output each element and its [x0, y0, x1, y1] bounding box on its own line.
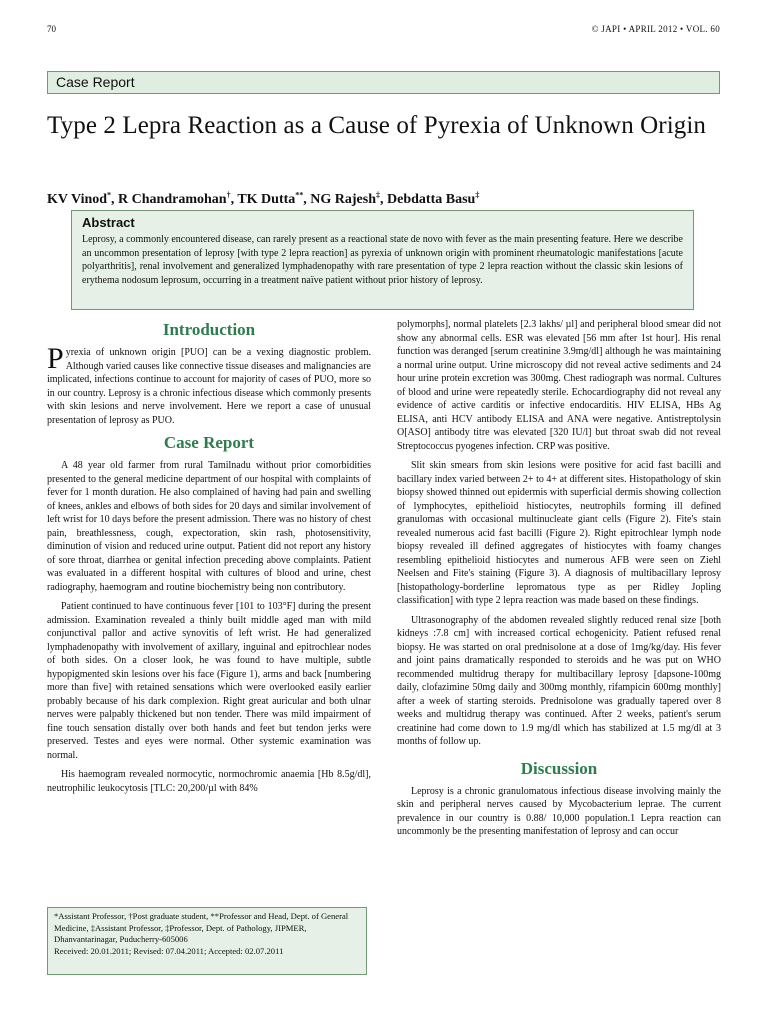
affiliations-text: *Assistant Professor, †Post graduate student, **Professor and Head, Dept. of General Medicine, ‡Assistant Professor, ‡Professor, Dept. of Pathology, JIPMER, Dhanvantarinagar, Puducherry-605006	[54, 911, 349, 945]
abstract-text: Leprosy, a commonly encountered disease, can rarely present as a reactional state de novo with fever as the main presenting feature. Here we describe an uncommon presentation of leprosy [with type 2 lepra reaction] as pyrexia of unknown origin with prominent rheumatologic manifestations [acute polyarthritis], renal involvement and generalized lymphadenopathy with rare presentation of type 2 lepra reaction without the classic skin lesions of erythema nodosum leprosum, occurring in a treatment naïve patient without prior history of leprosy.	[82, 234, 683, 286]
author: R Chandramohan†,	[118, 190, 238, 207]
article-title: Type 2 Lepra Reaction as a Cause of Pyrexia of Unknown Origin	[47, 112, 707, 139]
discussion-heading: Discussion	[520, 758, 598, 778]
case-paragraph: Slit skin smears from skin lesions were positive for acid fast bacilli and bacillary index varied between 2+ to 4+ at different sites. Histopathology of skin biopsy showed thinned out epidermis with superficial dermis showing collection of lymphocytes, epithelioid histiocytes, neutrophils forming ill defined granulomas with occasional multinucleate giant cells (Figure 2). Fite's stain revealed numerous acid fast bacilli (Figure 2). Right epitrochlear lymph node biopsy revealed ill defined aggregates of histiocytes with foamy changes resembling epithelioid histiocytes and numerous AFB were seen on Ziehl Neelsen and Fite's staining (Figure 3). A diagnosis of multibacillary leprosy [histopathology-borderline lepromatous type as per Ridley Jopling classification] with type 2 lepra reaction was made based on these findings.	[397, 460, 721, 606]
left-column	[47, 318, 371, 801]
case-paragraph: polymorphs], normal platelets [2.3 lakhs/ µl] and peripheral blood smear did not show any abnormal cells. ESR was elevated [56 mm after 1st hour]. His renal function was deranged [serum creatinine 3.9mg/dl] although he was maintaining a normal urine output. Urine microscopy did not reveal active sediments and 24 hour urine protein excretion was 300mg. Chest radiograph was normal. Cultures of blood and urine were repeatedly sterile. Echocardiography did not reveal any evidence of active carditis or infective endocarditis. HIV ELISA, HBs Ag ELISA, anti HCV antibody ELISA and ANA were negative. Antistreptolysin O[ASO] antibody titre was elevated [320 IU/l] but throat swab did not reveal Streptococcus pyogenes infection. CRP was positive.	[397, 319, 721, 452]
introduction-heading: Introduction	[162, 320, 256, 339]
case-paragraph: Ultrasonography of the abdomen revealed slightly reduced renal size [both kidneys :7.8 cm] with increased cortical echogenicity. Patient refused renal biopsy. He was started on oral prednisolone at a dose of 1mg/kg/day. His fever and joint pains dramatically responded to steroids and he was put on WHO recommended multidrug therapy for multibacillary leprosy [dapsone-100mg daily, clofazimine 50mg daily and 300mg monthly, rifampicin 600mg monthly] after a week of starting steroids. Prednisolone was gradually tapered over 8 weeks and multidrug therapy was continued. After 2 weeks, patient's serum creatinine had come down to 1.9 mg/dl which has stabilized at 1.5 mg/dl at 3 months of follow up.	[397, 614, 721, 747]
introduction-paragraph: Pyrexia of unknown origin [PUO] can be a vexing diagnostic problem. Although varied causes like connective tissue diseases and malignancies are implicated, infections continue to account for majority of cases of PUO, more so in our country. Leprosy is a chronic infectious disease which commonly presents with skin lesions and nerve involvement. Here we report a case of unusual presentation of leprosy as PUO.	[47, 342, 371, 426]
received-dates: Received: 20.01.2011; Revised: 07.04.2011; Accepted: 02.07.2011	[54, 945, 284, 956]
case-paragraph: Patient continued to have continuous fever [101 to 103°F] during the present admission. Examination revealed a thinly built middle aged man with mild conjunctival pallor and active synovitis of left wrist. He had generalized lymphadenopathy with involvement of axillary, inguinal and epitrochlear nodes of both sides. On a closer look, he was found to have multiple, subtle hypopigmented skin lesions over his face (Figure 1), arms and back [numbering more than five] with retained sensations which were overlooked easily earlier probably because of his dark complexion. Right great auricular and both ulnar nerves were palpably thickened but non tender. There was mild impairment of fine touch sensation distally over both hands and feet but tendon jerks were preserved. Testes and eyes were normal. Other systemic examination was normal.	[47, 601, 371, 761]
author-list	[47, 186, 737, 209]
case-paragraph: His haemogram revealed normocytic, normochromic anaemia [Hb 8.5g/dl], neutrophilic leukocytosis [TLC: 20,200/µl with 84%	[47, 769, 371, 794]
article-type-banner: Case Report	[47, 71, 720, 94]
journal-citation: © JAPI • APRIL 2012 • VOL. 60	[591, 24, 720, 34]
author: KV Vinod*,	[47, 190, 119, 207]
abstract-box	[71, 210, 694, 310]
page-number: 70	[47, 24, 56, 34]
author: TK Dutta**,	[237, 190, 311, 207]
discussion-paragraph: Leprosy is a chronic granulomatous infectious disease involving mainly the skin and peripheral nerves caused by Mycobacterium leprae. The current prevalence in our country is 0.88/ 10,000 population.1 Lepra reaction can uncommonly be the presenting manifestation of leprosy and can occur	[397, 785, 721, 837]
drop-cap: P	[47, 342, 64, 375]
case-report-heading: Case Report	[163, 433, 255, 452]
author: Debdatta Basu‡	[387, 190, 480, 207]
case-paragraph: A 48 year old farmer from rural Tamilnadu without prior comorbidities presented to the general medicine department of our hospital with complaints of fever for 1 month duration. He also complained of having had pain and swelling of knees, ankles and elbows of both sides for 20 days and similar involvement of left wrist for 10 days before the present admission. There was no history of chest pain, breathlessness, cough, expectoration, skin rash, photosensitivity, diminution of vision and reduced urine output. Patient did not report any history of sore throat, diarrhea or genital infection preceding above complaints. Patient was evaluated in a different hospital with cultures of blood and urine, chest radiography, haemogram and routine biochemistry being non contributory.	[47, 460, 371, 593]
abstract-heading: Abstract	[82, 215, 135, 230]
author: NG Rajesh‡,	[310, 190, 388, 207]
right-column	[397, 318, 721, 845]
affiliation-footnote	[47, 907, 367, 975]
